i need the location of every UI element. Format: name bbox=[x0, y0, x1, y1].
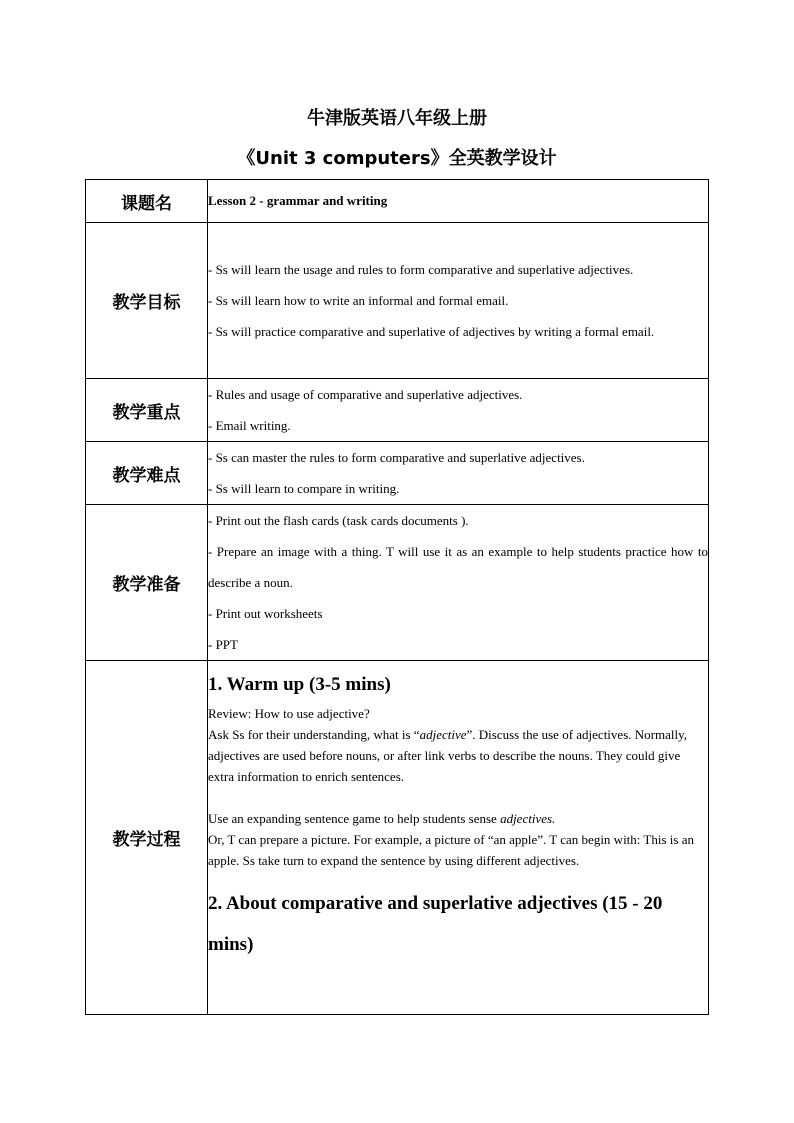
review-question: Review: How to use adjective? bbox=[208, 706, 370, 721]
row-label-key-points: 教学重点 bbox=[86, 379, 208, 442]
objective-item: - Ss will practice comparative and superlative of adjectives by writing a formal email. bbox=[208, 324, 655, 339]
section-heading-warm-up: 1. Warm up (3-5 mins) bbox=[208, 674, 391, 695]
table-row-process bbox=[86, 661, 709, 1015]
key-points-cell bbox=[208, 379, 709, 442]
difficulty-item: - Ss will learn to compare in writing. bbox=[208, 481, 400, 496]
preparation-item: - Prepare an image with a thing. T will use it as an example to help students practice how to describe a noun. bbox=[208, 544, 708, 590]
row-label-preparation: 教学准备 bbox=[86, 505, 208, 661]
preparation-item: - Print out the flash cards (task cards documents ). bbox=[208, 513, 469, 528]
preparation-item: - Print out worksheets bbox=[208, 606, 323, 621]
paragraph-adjective-discussion: Ask Ss for their understanding, what is “adjective”. Discuss the use of adjectives. Normally, adjectives are used before nouns, or after link verbs to describe the nouns. They could give extra information to enrich sentences. bbox=[208, 727, 687, 784]
preparation-cell bbox=[208, 505, 709, 661]
lesson-plan-table bbox=[85, 179, 709, 1015]
row-label-objectives: 教学目标 bbox=[86, 223, 208, 379]
table-row-key-points bbox=[86, 379, 709, 442]
table-row-preparation bbox=[86, 505, 709, 661]
document-subtitle: 《Unit 3 computers》全英教学设计 bbox=[237, 148, 557, 169]
table-row-topic bbox=[86, 180, 709, 223]
key-point-item: - Rules and usage of comparative and superlative adjectives. bbox=[208, 387, 523, 402]
key-point-item: - Email writing. bbox=[208, 418, 291, 433]
objective-item: - Ss will learn how to write an informal and formal email. bbox=[208, 293, 509, 308]
table-row-difficulties bbox=[86, 442, 709, 505]
difficulty-item: - Ss can master the rules to form comparative and superlative adjectives. bbox=[208, 450, 585, 465]
process-cell bbox=[208, 661, 709, 1015]
row-label-topic: 课题名 bbox=[86, 180, 208, 223]
objectives-cell bbox=[208, 223, 709, 379]
paragraph-expanding-game: Use an expanding sentence game to help students sense adjectives. bbox=[208, 811, 556, 826]
preparation-item: - PPT bbox=[208, 637, 238, 652]
difficulties-cell bbox=[208, 442, 709, 505]
paragraph-picture-example: Or, T can prepare a picture. For example, a picture of “an apple”. T can begin with: This is an apple. Ss take turn to expand the sentence by using different adjectives. bbox=[208, 832, 694, 868]
section-heading-comparative: 2. About comparative and superlative adjectives (15 - 20 mins) bbox=[208, 893, 663, 955]
document-title: 牛津版英语八年级上册 bbox=[307, 108, 487, 129]
objective-item: - Ss will learn the usage and rules to form comparative and superlative adjectives. bbox=[208, 262, 634, 277]
table-row-objectives bbox=[86, 223, 709, 379]
row-label-process: 教学过程 bbox=[86, 661, 208, 1015]
topic-value: Lesson 2 - grammar and writing bbox=[208, 180, 709, 223]
row-label-difficulties: 教学难点 bbox=[86, 442, 208, 505]
